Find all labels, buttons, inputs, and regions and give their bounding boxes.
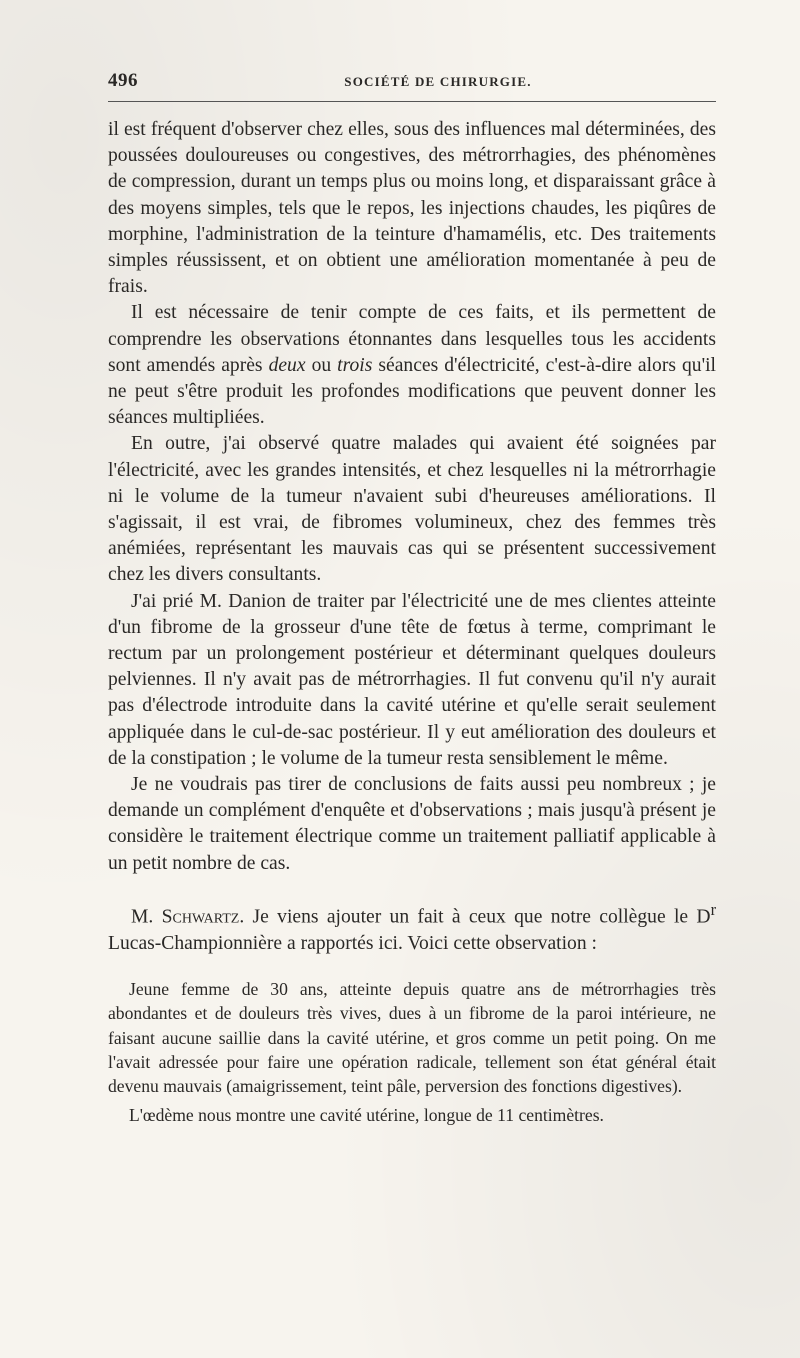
speaker-name: M. Schwartz. (131, 906, 245, 928)
running-title: SOCIÉTÉ DE CHIRURGIE. (344, 74, 532, 89)
paragraph-6-text-b: Lucas-Championnière a rapportés ici. Voici cette observation : (108, 932, 597, 954)
page-header (108, 70, 716, 100)
observation-note: Jeune femme de 30 ans, atteinte depuis quatre ans de métrorrhagies très abondantes et de douleurs très vives, dues à un fibrome de la paroi intérieure, ne faisant aucune saillie dans la cavité utérine, et gros comme un petit poing. On me l'avait adressée pour faire une opération radicale, tellement son état général était devenu mauvais (amaigrissement, teint pâle, perversion des fonctions digestives). (108, 978, 716, 1097)
paragraph-6-text-a: Je viens ajouter un fait à ceux que notre collègue le D (244, 906, 711, 928)
paragraph-2-text-a: Il est nécessaire de tenir compte de ces faits, et ils permettent de comprendre les observations étonnantes dans lesquelles tous les accidents sont amendés après (108, 302, 716, 376)
text-body (108, 117, 716, 1127)
paragraph-2-text-b: ou (305, 354, 338, 376)
emphasis-trois: trois (337, 354, 373, 376)
paragraph-1: il est fréquent d'observer chez elles, sous des influences mal déterminées, des poussées douloureuses ou congestives, des métrorrhagies, des phénomènes de compression, durant un temps plus ou moins long, et disparaissant grâce à des moyens simples, tels que le repos, les injections chaudes, les piqûres de morphine, l'administration de la teinture d'hamamélis, etc. Des traitements simples réussissent, et on obtient une amélioration momentanée à peu de frais. (108, 119, 716, 298)
paragraph-5: Je ne voudrais pas tirer de conclusions de faits aussi peu nombreux ; je demande un complément d'enquête et d'observations ; mais jusqu'à présent je considère le traitement électrique comme un traitement palliatif applicable à un petit nombre de cas. (108, 774, 716, 874)
paragraph-2-text-c: séances d'électricité, c'est-à-dire alors qu'il ne peut s'être produit les profondes modifications que peuvent donner les séances multipliées. (108, 354, 716, 429)
observation-last-line: L'œdème nous montre une cavité utérine, longue de 11 centimètres. (129, 1104, 604, 1125)
paragraph-4: J'ai prié M. Danion de traiter par l'électricité une de mes clientes atteinte d'un fibrome de la grosseur d'une tête de fœtus à terme, comprimant le rectum par un prolongement postérieur et déterminant quelques douleurs pelviennes. Il n'y avait pas de métrorrhagies. Il fut convenu qu'il n'y aurait pas d'électrode introduite dans la cavité utérine et qu'elle serait seulement appliquée dans le cul-de-sac postérieur. Il y eut amélioration des douleurs et de la constipation ; le volume de la tumeur resta sensiblement le même. (108, 590, 716, 769)
paragraph-6 (108, 897, 716, 957)
emphasis-deux: deux (268, 354, 306, 376)
doctor-abbrev-superscript: r (710, 899, 716, 919)
paragraph-3: En outre, j'ai observé quatre malades qui avaient été soignées par l'électricité, avec les grandes intensités, et chez lesquelles ni la métrorrhagie ni le volume de la tumeur n'avaient subi d'heureuses améliorations. Il s'agissait, il est vrai, de fibromes volumineux, chez des femmes très anémiées, représentant les mauvais cas qui se présentent successivement chez les divers consultants. (108, 433, 716, 586)
page-number: 496 (108, 70, 138, 91)
paragraph-2 (108, 300, 716, 431)
header-rule (108, 101, 716, 102)
